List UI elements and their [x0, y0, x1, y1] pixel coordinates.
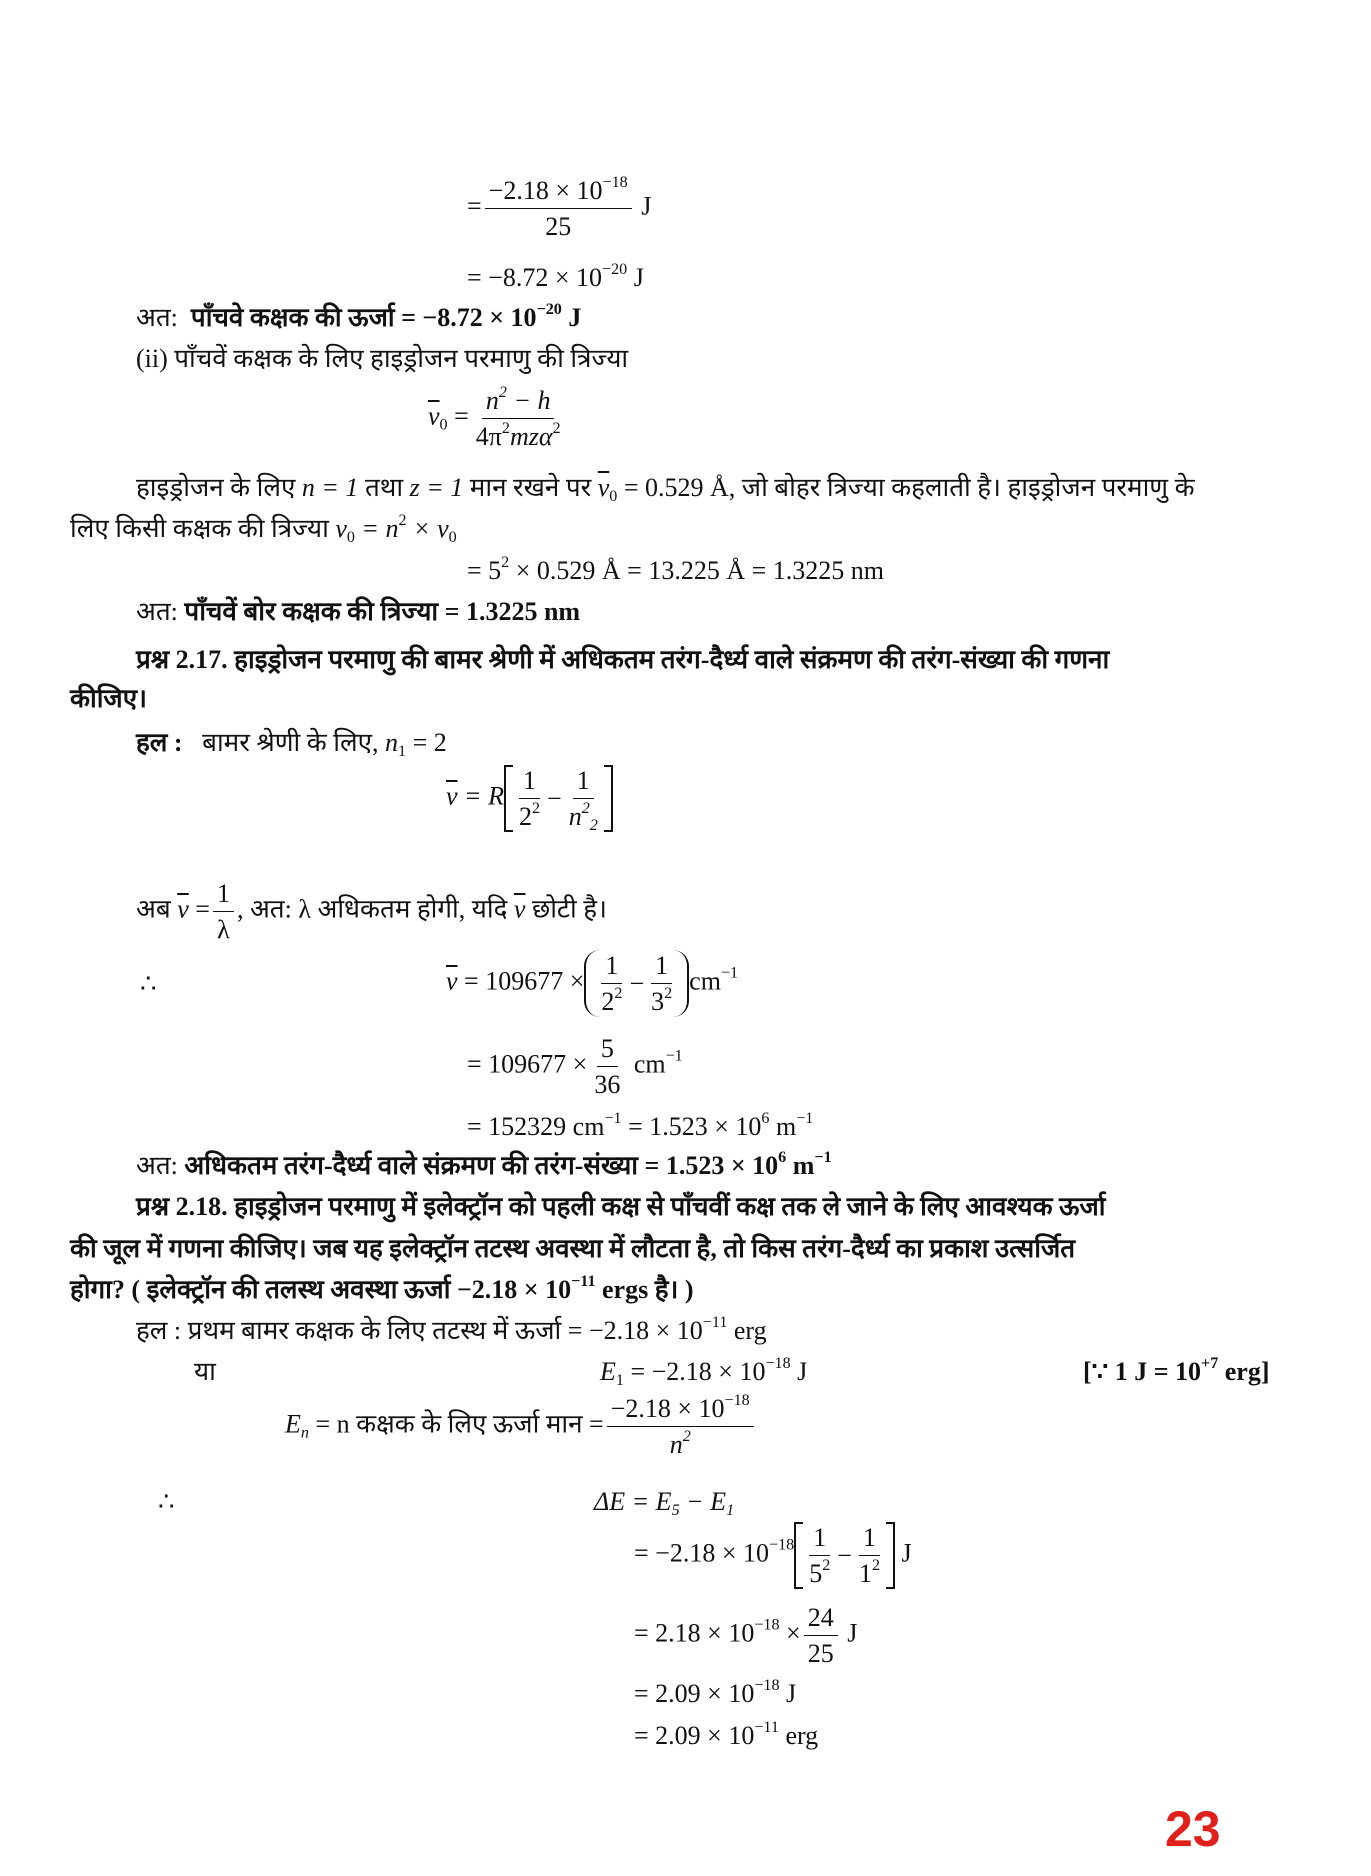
num: −2.18 × 10 — [610, 1394, 725, 1423]
e: E — [285, 1409, 301, 1439]
nu: $\overline{\nu}$ — [446, 781, 458, 811]
t: , अत: λ अधिकतम होगी, यदि — [236, 894, 508, 924]
fraction — [485, 175, 632, 242]
question-2-17-line1: प्रश्न 2.17. हाइड्रोजन परमाणु की बामर श्रेणी में अधिकतम तरंग-दैर्ध्य वाले संक्रमण की तरंग-संख्या की गणना — [136, 645, 1110, 674]
bohr-paragraph-line2 — [70, 513, 457, 544]
energy-result — [467, 262, 644, 293]
t: × 0.529 Å = 13.225 Å = 1.3225 nm — [515, 556, 884, 585]
unit: J — [568, 303, 582, 332]
sub: 0 — [609, 487, 618, 505]
num: 1 — [809, 1522, 830, 1556]
question-2-18-line2: की जूल में गणना कीजिए। जब यह इलेक्ट्रॉन तटस्थ अवस्था में लौटता है, तो किस तरंग-दैर्ध्य का प्रकाश उत्सर्जित — [70, 1234, 1076, 1263]
den: 3 — [651, 987, 665, 1017]
minus: − — [547, 784, 562, 814]
t: n = 1 — [301, 473, 359, 502]
sub: n — [300, 1424, 309, 1442]
wavenumber-conclusion — [136, 1150, 832, 1181]
part-ii-heading: (ii) पाँचवें कक्षक के लिए हाइड्रोजन परमाणु की त्रिज्या — [136, 344, 629, 373]
exp: 2 — [552, 420, 561, 438]
bohr-paragraph-line1 — [136, 472, 1195, 503]
t: [∵ 1 J = 10 — [1083, 1357, 1202, 1386]
equals: = — [467, 191, 482, 221]
exponent: −20 — [602, 260, 628, 278]
or-label: या — [194, 1357, 216, 1386]
exp: −1 — [814, 1148, 832, 1166]
t: m — [775, 1112, 797, 1141]
hal: हल : — [136, 728, 183, 757]
e: E — [600, 1357, 616, 1386]
t: = 2.09 × 10 — [634, 1721, 755, 1750]
exp: −1 — [665, 1047, 683, 1065]
radius-formula — [428, 385, 568, 452]
radius-calc — [467, 555, 884, 586]
exp: −11 — [571, 1272, 596, 1290]
conclusion-bold: पाँचवें बोर कक्षक की त्रिज्या = 1.3225 nm — [184, 597, 581, 626]
minus: − — [837, 1541, 852, 1571]
t: = 0.529 Å, जो बोहर त्रिज्या कहलाती है। हाइड्रोजन परमाणु के — [623, 473, 1195, 502]
fraction — [472, 385, 565, 452]
t: − E — [686, 1487, 727, 1516]
unit: cm — [633, 1049, 666, 1079]
num: 5 — [597, 1033, 618, 1067]
exp: −1 — [796, 1109, 814, 1127]
sub: 0 — [439, 416, 448, 434]
t: तथा — [364, 473, 404, 502]
unit: J — [797, 1357, 808, 1386]
den: 5 — [809, 1559, 823, 1589]
t: = 2.09 × 10 — [634, 1679, 755, 1708]
radius-conclusion — [136, 596, 580, 627]
nu: $\overline{\nu}$ — [513, 894, 526, 924]
exp: −18 — [754, 1616, 780, 1634]
t: लिए किसी कक्षक की त्रिज्या — [70, 514, 329, 543]
eq: = — [195, 894, 210, 924]
delta-e-erg — [634, 1720, 818, 1751]
therefore-symbol: ∴ — [158, 1487, 175, 1516]
delta-e-calc — [634, 1522, 912, 1589]
t: हाइड्रोजन के लिए — [136, 473, 296, 502]
unit: J — [633, 263, 644, 292]
val: = 2 — [412, 728, 447, 757]
question-2-18-line3 — [70, 1274, 694, 1305]
den: 2 — [601, 987, 615, 1017]
minus: − — [629, 969, 645, 999]
unit: erg — [785, 1721, 819, 1750]
sub: 1 — [726, 1501, 735, 1519]
lead: अत: — [136, 303, 178, 332]
denominator: 25 — [545, 212, 572, 242]
rydberg-formula — [446, 765, 613, 835]
t: हल : प्रथम बामर कक्षक के लिए तटस्थ में ऊर्जा = −2.18 × 10 — [136, 1316, 703, 1345]
exp: 2 — [822, 1557, 831, 1575]
t: मान रखने पर — [469, 473, 592, 502]
exponent: −20 — [536, 300, 562, 318]
t: बामर श्रेणी के लिए, — [202, 728, 379, 757]
rest: − h — [506, 386, 551, 415]
exp: −11 — [702, 1313, 728, 1331]
t: = n — [361, 514, 399, 543]
wavenumber-result — [467, 1111, 813, 1142]
wavenumber-calc — [446, 950, 738, 1017]
delta-e — [594, 1486, 734, 1517]
exp: −1 — [720, 964, 739, 982]
t: = 109677 × — [467, 1049, 588, 1079]
t: ΔE = E — [594, 1487, 672, 1516]
value: = −8.72 × 10 — [467, 263, 602, 292]
sub: 5 — [671, 1501, 680, 1519]
exp: 2 — [501, 553, 510, 571]
t: ergs है। ) — [602, 1275, 694, 1304]
unit: J — [786, 1679, 797, 1708]
exp: −11 — [754, 1718, 779, 1736]
t: = 1.523 × 10 — [628, 1112, 762, 1141]
unit: cm — [689, 966, 721, 996]
sub: 1 — [615, 1371, 624, 1389]
conversion-note — [1083, 1356, 1270, 1387]
rest: mzα — [509, 422, 553, 452]
exp: 2 — [871, 1557, 880, 1575]
bracket — [504, 765, 613, 835]
sub: 2 — [589, 817, 598, 835]
exp: 2 — [498, 383, 507, 401]
en-formula — [285, 1393, 757, 1460]
exp: 2 — [614, 985, 623, 1003]
conclusion-bold: अधिकतम तरंग-दैर्ध्य वाले संक्रमण की तरंग-संख्या = 1.523 × 10 — [184, 1151, 779, 1180]
exp: 6 — [761, 1109, 770, 1127]
exp: −18 — [769, 1536, 795, 1554]
den: n — [568, 802, 582, 832]
unit: m — [792, 1151, 815, 1180]
t: = 2.18 × 10 — [634, 1618, 755, 1648]
den: 25 — [807, 1639, 834, 1669]
page-number: 23 — [1165, 1801, 1221, 1857]
parenthesis — [584, 950, 689, 1017]
exp: 2 — [398, 511, 407, 529]
question-2-18-line1: प्रश्न 2.18. हाइड्रोजन परमाणु में इलेक्ट्रॉन को पहली कक्ष से पाँचवीं कक्ष तक ले जाने के लिए आवश्यक ऊर्जा — [136, 1192, 1106, 1221]
eq: = R — [464, 781, 504, 811]
t: erg] — [1224, 1357, 1270, 1386]
exp: +7 — [1201, 1354, 1219, 1372]
den: 2 — [518, 802, 532, 832]
wavenumber-calc-2 — [467, 1033, 683, 1100]
delta-e-joule — [634, 1678, 796, 1709]
energy-fraction — [467, 175, 651, 242]
t: छोटी है। — [531, 894, 607, 924]
solution-2-18-intro — [136, 1315, 767, 1346]
nu: $\overline{\nu}$ — [446, 966, 458, 996]
exp: 2 — [531, 800, 541, 818]
nu: $\overline{\nu}$ — [597, 473, 610, 502]
exp: −18 — [765, 1354, 791, 1372]
exp: −18 — [754, 1676, 780, 1694]
exp: 6 — [778, 1148, 787, 1166]
num: 1 — [601, 950, 622, 984]
nu: $\overline{\nu}$ — [177, 894, 189, 924]
den: λ — [217, 915, 230, 945]
num: 24 — [804, 1602, 838, 1636]
exp: 2 — [581, 800, 590, 818]
t: = 152329 cm — [467, 1112, 605, 1141]
den: 1 — [858, 1559, 872, 1589]
eq: = 109677 × — [464, 966, 585, 996]
equals: = — [454, 401, 469, 431]
unit: J — [641, 191, 652, 221]
nu: ν — [335, 514, 347, 543]
t: = −2.18 × 10 — [630, 1357, 766, 1386]
exp: 2 — [501, 420, 510, 438]
therefore-symbol: ∴ — [140, 969, 157, 998]
exponent: −18 — [602, 173, 628, 191]
lead: अत: — [136, 1151, 178, 1180]
den: n — [669, 1430, 683, 1460]
sub: 0 — [346, 528, 355, 546]
lead: अत: — [136, 597, 178, 626]
exp: −18 — [724, 1391, 750, 1409]
delta-e-calc-2 — [634, 1602, 857, 1669]
t: = n कक्षक के लिए ऊर्जा मान = — [315, 1409, 604, 1439]
unit: J — [847, 1618, 858, 1648]
num: 1 — [859, 1522, 880, 1556]
t: = 5 — [467, 556, 502, 585]
conclusion-bold — [190, 300, 582, 332]
num: 1 — [213, 878, 234, 912]
nu: $\overline{\nu}$ — [428, 401, 440, 431]
n: n — [385, 728, 399, 757]
exp: −1 — [604, 1109, 622, 1127]
t: होगा? ( इलेक्ट्रॉन की तलस्थ अवस्था ऊर्जा −2.18 × 10 — [70, 1275, 572, 1304]
num: 1 — [519, 765, 540, 799]
value: पाँचवे कक्षक की ऊर्जा = −8.72 × 10 — [190, 303, 537, 332]
times: × — [786, 1618, 801, 1648]
wavenumber-relation — [136, 878, 607, 945]
unit: erg — [733, 1316, 767, 1345]
den: 36 — [594, 1070, 621, 1100]
energy-conclusion — [136, 302, 581, 333]
sub: 0 — [448, 528, 457, 546]
sub: 1 — [398, 742, 407, 760]
unit: J — [901, 1538, 912, 1568]
t: = −2.18 × 10 — [634, 1538, 769, 1568]
numerator: −2.18 × 10 — [488, 176, 603, 205]
e1-value — [600, 1356, 807, 1387]
num: 1 — [651, 950, 672, 984]
t: अब — [136, 894, 171, 924]
t: × ν — [413, 514, 449, 543]
question-2-17-line2: कीजिए। — [70, 684, 147, 713]
exp: 2 — [664, 985, 673, 1003]
den: 4π — [475, 422, 502, 452]
t: z = 1 — [409, 473, 464, 502]
num: 1 — [573, 765, 594, 799]
n: n — [485, 386, 499, 415]
exp: 2 — [682, 1428, 691, 1446]
solution-2-17-intro — [136, 727, 447, 758]
